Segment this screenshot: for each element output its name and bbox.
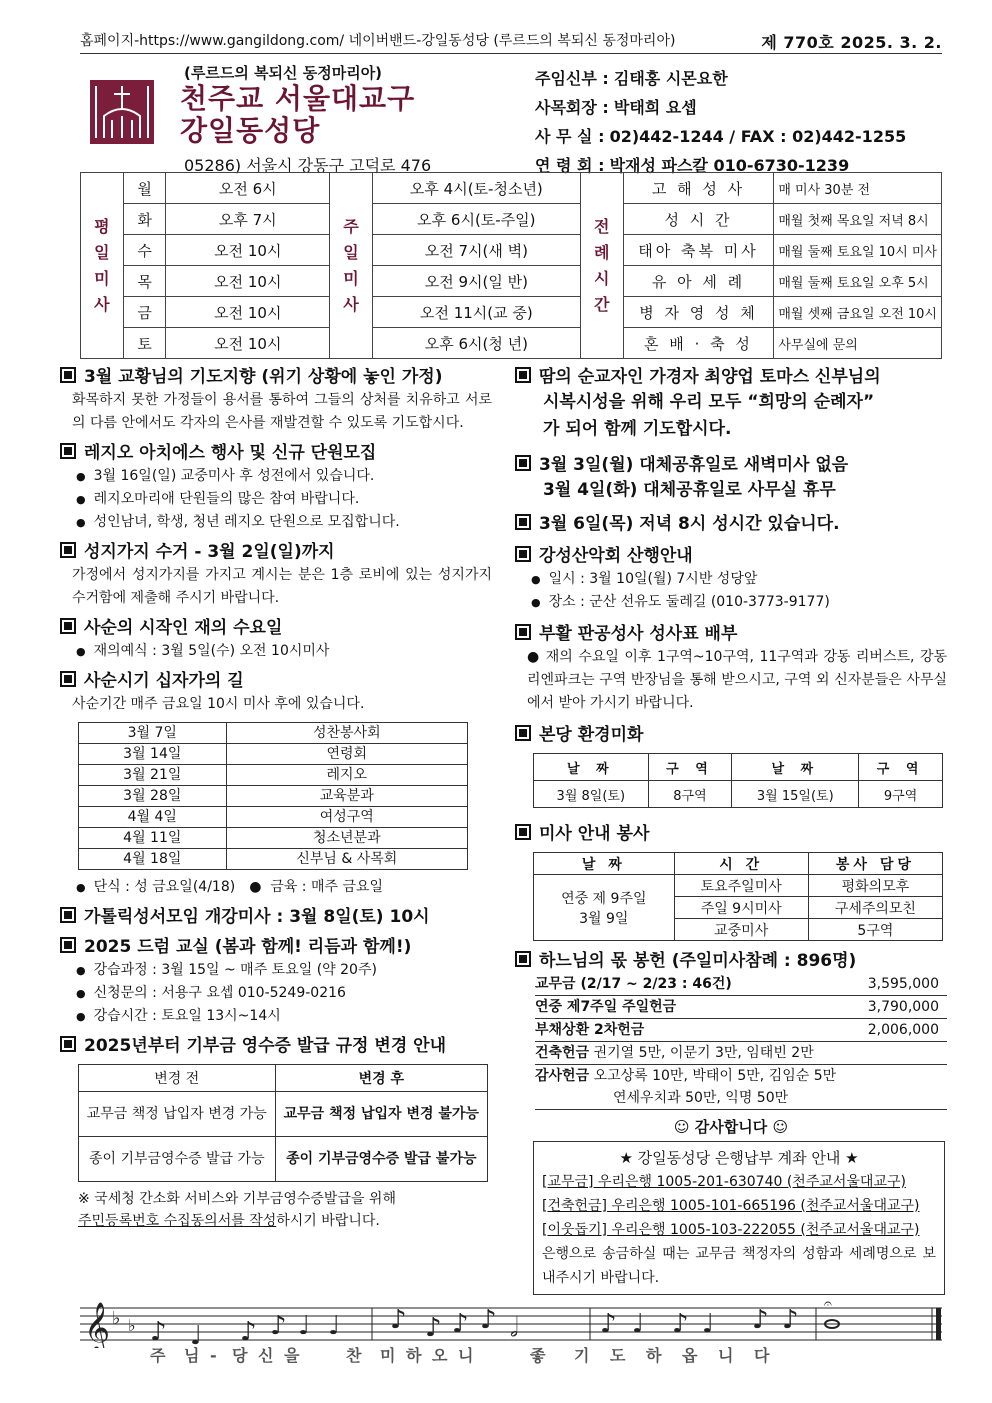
section-title: 3월 6일(목) 저녁 8시 성시간 있습니다. — [539, 514, 840, 534]
info-pastor: 주임신부 : 김태홍 시몬요한 — [535, 69, 728, 88]
right-column — [515, 365, 947, 1301]
square-bullet-icon — [515, 546, 531, 562]
square-bullet-icon — [515, 725, 531, 741]
top-divider — [80, 53, 942, 54]
list-item: 연중 제7주일 주일헌금 3,790,000 — [535, 996, 947, 1019]
svg-text:♪: ♪ — [390, 1305, 407, 1335]
bank-note: 은행으로 송금하실 때는 교무금 책정자의 성함과 세례명으로 보내주시기 바랍니다. — [542, 1246, 936, 1286]
section-title: 2025년부터 기부금 영수증 발급 규정 변경 안내 — [84, 1036, 446, 1056]
square-bullet-icon — [60, 367, 76, 383]
section-title: 2025 드럼 교실 (봄과 함께! 리듬과 함께!) — [84, 937, 412, 957]
parish-title: 강일동성당 — [180, 114, 321, 147]
receipt-footnote: ※ 국세청 간소화 서비스와 기부금영수증발급을 위해 주민등록번호 수집동의서를 작성하시기 바랍니다. — [78, 1191, 396, 1229]
list-item: ● 레지오마리애 단원들의 많은 참여 바랍니다. — [60, 488, 492, 511]
svg-text:𝄞: 𝄞 — [84, 1302, 111, 1348]
bank-account: [이웃돕기] 우리은행 1005-103-222055 (천주교서울대교구) — [542, 1222, 920, 1238]
parish-subtitle: (루르드의 복되신 동정마리아) — [184, 64, 383, 82]
section-body: 사순기간 매주 금요일 10시 미사 후에 있습니다. — [72, 696, 365, 712]
table-row: 3월 21일 레지오 — [79, 765, 468, 786]
svg-text:♩: ♩ — [190, 1321, 203, 1348]
section-body: 가정에서 성지가지를 가지고 계시는 분은 1층 로비에 있는 성지가지 수거함에 제출해 주시기 바랍니다. — [72, 567, 492, 606]
svg-text:♪: ♪ — [672, 1309, 689, 1339]
ash-wednesday-section — [60, 616, 492, 663]
table-row: 평 일 미 사 월 오전 6시 주 일 미 사 오후 4시(토-청소년) 전 례 시 간 고 해 성 사 매 미사 30분 전 — [81, 173, 942, 204]
list-item: 건축헌금 권기열 5만, 이문기 3만, 임태빈 2만 — [535, 1042, 947, 1065]
mass-schedule-table — [80, 172, 942, 359]
section-body: 화목하지 못한 가정들이 용서를 통하여 그들의 상처를 치유하고 서로의 다름 안에서도 각자의 은사를 재발견할 수 있도록 기도합시다. — [72, 392, 492, 431]
table-row: 3월 7일 성찬봉사회 — [79, 723, 468, 744]
square-bullet-icon — [60, 937, 76, 953]
stations-of-cross-section — [60, 669, 492, 899]
bank-account: [건축헌금] 우리은행 1005-101-665196 (천주교서울대교구) — [542, 1198, 920, 1214]
svg-text:♩: ♩ — [702, 1309, 715, 1339]
table-row: 4월 4일 여성구역 — [79, 807, 468, 828]
square-bullet-icon — [515, 367, 531, 383]
svg-text:♪: ♪ — [782, 1305, 799, 1335]
bank-title: ★ 강일동성당 은행납부 계좌 안내 ★ — [619, 1149, 859, 1167]
cleaning-table — [533, 753, 943, 808]
square-bullet-icon — [515, 951, 531, 967]
list-item: 감사헌금 오고상록 10만, 박태이 5만, 김임순 5만 — [535, 1068, 837, 1084]
header-left — [180, 62, 431, 176]
section-title: 3월 3일(월) 대체공휴일로 새벽미사 없음 — [539, 455, 849, 475]
table-row: 수 오전 10시 오전 7시(새 벽) 태아 축복 미사 매월 둘째 토요일 10시 미사 — [81, 235, 942, 266]
stations-table — [78, 722, 468, 870]
info-council: 사목회장 : 박태희 요셉 — [535, 98, 697, 117]
svg-text:𝄐: 𝄐 — [824, 1298, 832, 1312]
square-bullet-icon — [60, 443, 76, 459]
list-item: ● 강습과정 : 3월 15일 ~ 매주 토요일 (약 20주) — [60, 959, 492, 982]
svg-text:♩: ♩ — [632, 1309, 645, 1339]
mass-guide-table — [533, 852, 943, 941]
square-bullet-icon — [515, 455, 531, 471]
holiday-section: 3월 3일(월) 대체공휴일로 새벽미사 없음 3월 4일(화) 대체공휴일로 사무실 휴무 — [515, 453, 947, 504]
svg-text:♪: ♪ — [150, 1317, 167, 1347]
table-row: 4월 18일 신부님 & 사목회 — [79, 849, 468, 870]
svg-text:♪: ♪ — [480, 1305, 497, 1335]
left-column — [60, 365, 492, 1238]
issue-number: 제 770호 2025. 3. 2. — [761, 33, 942, 52]
parish-address: 05286) 서울시 강동구 고덕로 476 — [184, 156, 432, 175]
table-row: 3월 28일 교육분과 — [79, 786, 468, 807]
list-item: ● 3월 16일(일) 교중미사 후 성전에서 있습니다. — [60, 465, 492, 488]
easter-confession-section — [515, 622, 947, 715]
svg-text:♪: ♪ — [752, 1305, 769, 1335]
info-office: 사 무 실 : 02)442-1244 / FAX : 02)442-1255 — [535, 127, 907, 146]
martyr-section: 땀의 순교자인 가경자 최양업 토마스 신부님의 시복시성을 위해 우리 모두 “희망의 순례자” 가 되어 함께 기도합시다. — [515, 365, 947, 443]
sunday-mass-label: 주 일 미 사 — [330, 173, 373, 359]
svg-text:♪: ♪ — [600, 1309, 617, 1339]
section-title: 미사 안내 봉사 — [539, 824, 650, 844]
liturgy-time-label: 전 례 시 간 — [580, 173, 623, 359]
section-title: 사순시기 십자가의 길 — [84, 671, 244, 691]
square-bullet-icon — [60, 1036, 76, 1052]
section-title: 성지가지 수거 - 3월 2일(일)까지 — [84, 542, 335, 562]
table-row: 날 짜 시 간 봉사 담당 — [534, 853, 943, 875]
bank-account-box — [533, 1141, 945, 1295]
svg-text:𝅗𝅥: 𝅗𝅥 — [510, 1313, 519, 1343]
section-title: 가톨릭성서모임 개강미사 : 3월 8일(토) 10시 — [84, 907, 430, 927]
list-item: ● 장소 : 군산 선유도 둘레길 (010-3773-9177) — [515, 591, 947, 614]
receipt-change-table — [78, 1064, 488, 1182]
list-item: ● 일시 : 3월 10일(월) 7시반 성당앞 — [515, 568, 947, 591]
section-title: 땀의 순교자인 가경자 최양업 토마스 신부님의 — [539, 367, 881, 387]
fasting-note: ● 단식 : 성 금요일(4/18) ● 금육 : 매주 금요일 — [60, 876, 492, 899]
archdiocese-title: 천주교 서울대교구 — [180, 82, 416, 115]
adoration-section — [515, 512, 947, 536]
thanks-line: ☺ 감사합니다 ☺ — [673, 1118, 789, 1136]
list-item: 교무금 (2/17 ~ 2/23 : 46건) 3,595,000 — [535, 973, 947, 996]
section-title: 레지오 아치에스 행사 및 신규 단원모집 — [84, 443, 377, 463]
donation-receipt-section — [60, 1034, 492, 1232]
list-item: 부채상환 2차헌금 2,006,000 — [535, 1019, 947, 1042]
table-row: 화 오후 7시 오후 6시(토-주일) 성 시 간 매월 첫째 목요일 저녁 8시 — [81, 204, 942, 235]
square-bullet-icon — [60, 907, 76, 923]
square-bullet-icon — [60, 671, 76, 687]
homepage-line: 홈페이지-https://www.gangildong.com/ 네이버밴드-강일동성당 (루르드의 복되신 동정마리아) — [80, 33, 676, 49]
section-title: 하느님의 몫 봉헌 (주일미사참례 : 896명) — [539, 951, 857, 971]
section-title: 본당 환경미화 — [539, 725, 644, 745]
list-item: ● 강습시간 : 토요일 13시~14시 — [60, 1005, 492, 1028]
table-row: 4월 11일 청소년분과 — [79, 828, 468, 849]
svg-text:♪: ♪ — [425, 1313, 442, 1343]
contact-info — [535, 64, 906, 180]
square-bullet-icon — [60, 618, 76, 634]
table-row: 종이 기부금영수증 발급 가능 종이 기부금영수증 발급 불가능 — [79, 1137, 488, 1182]
section-body: ● 재의 수요일 이후 1구역~10구역, 11구역과 강동 리버스트, 강동 리엔파크는 구역 반장님을 통해 받으시고, 구역 외 신자분들은 사무실에서 받아 가시기 바랍니다. — [527, 649, 947, 711]
svg-text:♭: ♭ — [112, 1308, 121, 1329]
square-bullet-icon — [515, 624, 531, 640]
offering-list — [535, 973, 947, 1110]
palm-section — [60, 540, 492, 610]
table-row: 토 오전 10시 오후 6시(청 년) 혼 배 · 축 성 사무실에 문의 — [81, 328, 942, 359]
table-row: 주일 9시미사 구세주의모친 — [534, 897, 943, 919]
top-line — [80, 30, 942, 53]
bible-study-section — [60, 905, 492, 929]
svg-text:♩: ♩ — [328, 1311, 341, 1341]
list-item: ● 신청문의 : 서용구 요셉 010-5249-0216 — [60, 982, 492, 1005]
list-item: ● 성인남녀, 학생, 청년 레지오 단원으로 모집합니다. — [60, 511, 492, 534]
square-bullet-icon — [515, 824, 531, 840]
svg-text:♪: ♪ — [240, 1317, 257, 1347]
svg-text:♭: ♭ — [128, 1316, 136, 1335]
legio-section — [60, 441, 492, 534]
table-row: 3월 14일 연령회 — [79, 744, 468, 765]
drum-class-section — [60, 935, 492, 1028]
offering-section — [515, 949, 947, 1295]
parish-logo — [90, 80, 154, 144]
table-row: 금 오전 10시 오전 11시(교 중) 병 자 영 성 체 매월 셋째 금요일 오전 10시 — [81, 297, 942, 328]
section-title: 3월 교황님의 기도지향 (위기 상황에 놓인 가정) — [84, 367, 443, 387]
list-item: 연세우치과 50만, 익명 50만 — [535, 1087, 947, 1110]
section-title: 강성산악회 산행안내 — [539, 546, 693, 566]
table-row: 날 짜 구 역 날 짜 구 역 — [534, 754, 943, 781]
section-title: 사순의 시작인 재의 수요일 — [84, 618, 283, 638]
list-item: ● 재의예식 : 3월 5일(수) 오전 10시미사 — [60, 640, 492, 663]
table-row: 목 오전 10시 오전 9시(일 반) 유 아 세 례 매월 둘째 토요일 오후 5시 — [81, 266, 942, 297]
square-bullet-icon — [515, 514, 531, 530]
table-row: 변경 전 변경 후 — [79, 1065, 488, 1092]
weekday-mass-label: 평 일 미 사 — [81, 173, 124, 359]
info-funeral: 연 령 회 : 박재성 파스칼 010-6730-1239 — [535, 156, 850, 175]
svg-text:♪: ♪ — [270, 1311, 287, 1341]
hymn-lyrics: 주 님 - 당 신 을 찬 미 하 오 니 좋 기 도 하 옵 니 다 — [150, 1346, 770, 1365]
svg-text:♩: ♩ — [298, 1311, 311, 1341]
table-row: 연중 제 9주일 3월 9일 토요주일미사 평화의모후 — [534, 875, 943, 897]
bank-account: [교무금] 우리은행 1005-201-630740 (천주교서울대교구) — [542, 1174, 906, 1190]
pope-intention-section — [60, 365, 492, 435]
table-row: 교중미사 5구역 — [534, 919, 943, 941]
section-title: 부활 판공성사 성사표 배부 — [539, 624, 738, 644]
hiking-section — [515, 544, 947, 614]
table-row: 교무금 책정 납입자 변경 가능 교무금 책정 납입자 변경 불가능 — [79, 1092, 488, 1137]
mass-guide-section — [515, 822, 947, 941]
table-row: 3월 8일(토) 8구역 3월 15일(토) 9구역 — [534, 781, 943, 808]
svg-text:♪: ♪ — [452, 1309, 469, 1339]
cleaning-section — [515, 723, 947, 808]
square-bullet-icon — [60, 542, 76, 558]
